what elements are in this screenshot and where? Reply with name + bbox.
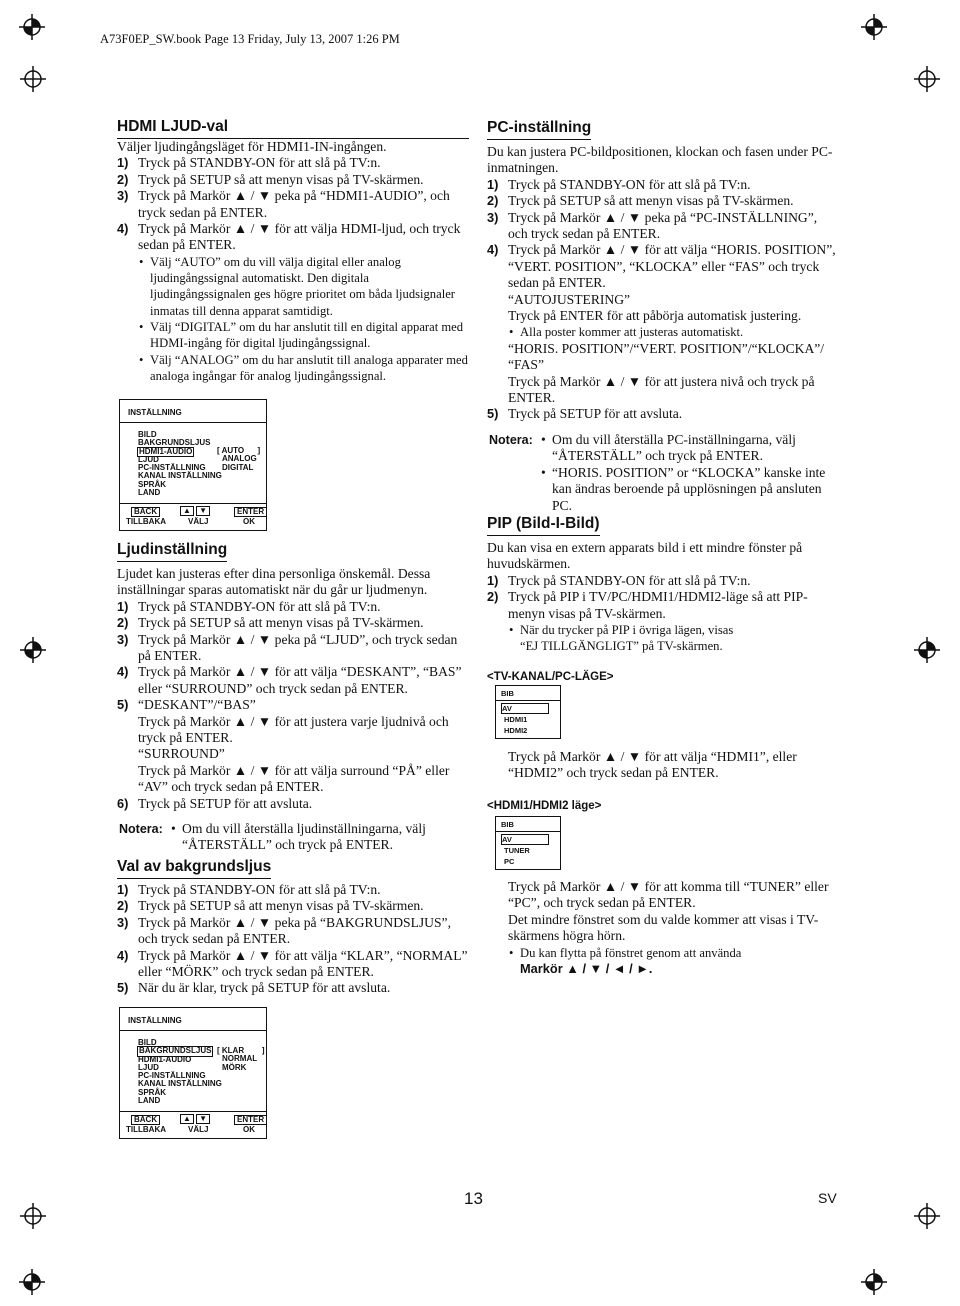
step-text: ENTER. xyxy=(508,389,556,405)
osd-option-selected: AV xyxy=(502,704,548,713)
registration-mark-icon xyxy=(19,1269,45,1295)
sound-note xyxy=(170,821,470,854)
step-text: Tryck på Markör ▲ / ▼ för att justera varje ljudnivå och xyxy=(138,713,449,729)
step-text: Tryck på Markör ▲ / ▼ för att välja “HORIS. POSITION”, xyxy=(508,242,836,258)
osd-menu-item: BILD xyxy=(138,430,157,439)
step-text: Tryck på STANDBY-ON för att slå på TV:n. xyxy=(508,572,751,588)
enter-key: ENTER xyxy=(234,507,267,517)
note-text: • Om du vill återställa PC-inställningarna, välj xyxy=(540,432,840,448)
step-text: “DESKANT”/“BAS” xyxy=(138,697,256,713)
bullet-text: ljudingångssignal automatiskt. Den digitala xyxy=(150,271,369,286)
note-text: PC. xyxy=(552,497,573,513)
osd-option: HDMI2 xyxy=(504,726,528,735)
step-text: Tryck på Markör ▲ / ▼ för att välja “DESKANT”, “BAS” xyxy=(138,664,462,680)
up-arrow-icon: ▲ xyxy=(180,506,194,516)
step-text: Tryck på Markör ▲ / ▼ peka på “BAKGRUNDSLJUS”, xyxy=(138,914,451,930)
step-text: Tryck på SETUP så att menyn visas på TV-skärmen. xyxy=(138,171,424,187)
osd-title: INSTÄLLNING xyxy=(128,408,182,417)
page-number: 13 xyxy=(464,1189,483,1208)
step-text: Tryck på Markör ▲ / ▼ peka på “LJUD”, och tryck sedan xyxy=(138,631,458,647)
step-text: “PC”, och tryck sedan på ENTER. xyxy=(508,895,696,911)
bullet-text: • Alla poster kommer att justeras automatiskt. xyxy=(508,324,743,340)
note-label: Notera: xyxy=(119,822,163,836)
step-text: Tryck på STANDBY-ON för att slå på TV:n. xyxy=(138,882,381,897)
intro-text: Ljudet kan justeras efter dina personliga önskemål. Dessa xyxy=(117,566,431,581)
intro-text: inmatningen. xyxy=(487,160,559,176)
pc-section xyxy=(487,119,591,140)
bullet-text: • Välj “DIGITAL” om du har anslutit till en digital apparat med xyxy=(138,319,477,335)
osd-title: INSTÄLLNING xyxy=(128,1016,182,1025)
osd-setup-menu xyxy=(119,399,267,531)
bullet-text: “EJ TILLGÄNGLIGT” på TV-skärmen. xyxy=(520,639,723,654)
step-text: Tryck på Markör ▲ / ▼ för att välja “KLAR”, “NORMAL” xyxy=(138,947,468,963)
registration-mark-icon xyxy=(914,1203,940,1229)
osd-menu-item: PC-INSTÄLLNING xyxy=(138,1071,206,1081)
osd-options xyxy=(217,447,260,472)
step-text: sedan på ENTER. xyxy=(508,275,606,291)
step-text: skärmens högra hörn. xyxy=(508,928,626,944)
registration-mark-icon xyxy=(914,637,940,663)
step-text: “FAS” xyxy=(508,357,544,373)
osd-option-selected: AUTO xyxy=(221,446,245,455)
intro-text: huvudskärmen. xyxy=(487,556,571,572)
osd-option: TUNER xyxy=(504,846,530,855)
note-label: Notera: xyxy=(489,433,533,447)
bullet-text: analoga ingångar för analog ljudingångssignal. xyxy=(150,368,387,383)
osd-menu-item: PC-INSTÄLLNING xyxy=(138,463,206,473)
registration-mark-icon xyxy=(20,1203,46,1229)
note-text: • Om du vill återställa ljudinställningarna, välj xyxy=(170,821,470,837)
intro-text: inställningar sparas automatiskt när du går ur ljudmenyn. xyxy=(117,582,428,598)
backlight-body: 1) Tryck på STANDBY-ON för att slå på TV:n. 2) Tryck på SETUP så att menyn visas på TV-skärmen. 3) Tryck på Markör ▲ / ▼ peka på “BAKGRUNDSLJUS”, och tryck sedan på ENTER. 4) Tryck på Markör ▲ / ▼ för att välja “KLAR”, “NORMAL” eller “MÖRK” och tryck sedan på ENTER. 5) När du är klar, tryck på SETUP för att avsluta. xyxy=(117,882,477,997)
osd-option-selected: AV xyxy=(502,835,548,844)
sound-body: Ljudet kan justeras efter dina personliga önskemål. Dessa inställningar sparas automatiskt när du går ur ljudmenyn. 1) Tryck på STANDBY-ON för att slå på TV:n. 2) Tryck på SETUP så att menyn visas på TV-skärmen. 3) Tryck på Markör ▲ / ▼ peka på “LJUD”, och tryck sedan på ENTER. 4) Tryck på Markör ▲ / ▼ för att välja “DESKANT”, “BAS” eller “SURROUND” och tryck sedan på ENTER. 5) “DESKANT”/“BAS” Tryck på Markör ▲ / ▼ för att justera varje ljudnivå och tryck på ENTER. “SURROUND” Tryck på Markör ▲ / ▼ för att välja surround “PÅ” eller “AV” och tryck sedan på ENTER. 6) Tryck på SETUP för att avsluta. xyxy=(117,566,477,812)
osd-option-selected: KLAR xyxy=(221,1046,245,1055)
osd-title: BIB xyxy=(501,820,514,829)
step-text: “SURROUND” xyxy=(138,746,225,762)
language-code: SV xyxy=(818,1190,837,1206)
bullet-text: • Du kan flytta på fönstret genom att använda xyxy=(508,945,848,961)
subheading: <TV-KANAL/PC-LÄGE> xyxy=(487,671,614,683)
osd-menu-item: BILD xyxy=(138,1038,157,1047)
step-text: Tryck på Markör ▲ / ▼ peka på “HDMI1-AUDIO”, och xyxy=(138,188,450,204)
enter-key: ENTER xyxy=(234,1115,267,1125)
step-text: “AUTOJUSTERING” xyxy=(508,291,631,307)
pc-body: Du kan justera PC-bildpositionen, klockan och fasen under PC- inmatningen. 1) Tryck på STANDBY-ON för att slå på TV:n. 2) Tryck på SETUP så att menyn visas på TV-skärmen. 3) Tryck på Markör ▲ / ▼ peka på “PC-INSTÄLLNING”, och tryck sedan på ENTER. 4) Tryck på Markör ▲ / ▼ för att välja “HORIS. POSITION”, “VERT. POSITION”, “KLOCKA” eller “FAS” och tryck sedan på ENTER. “AUTOJUSTERING” Tryck på ENTER för att påbörja automatisk justering. • Alla poster kommer att justeras automatiskt. “HORIS. POSITION”/“VERT. POSITION”/“KLOCKA”/ “FAS” Tryck på Markör ▲ / ▼ för att justera nivå och tryck på ENTER. 5) Tryck på SETUP för att avsluta. xyxy=(487,144,847,423)
intro-text: Du kan justera PC-bildpositionen, klockan och fasen under PC- xyxy=(487,144,833,159)
bracket-right: ] xyxy=(244,446,261,455)
step-text: Tryck på STANDBY-ON för att slå på TV:n. xyxy=(138,598,381,614)
note-text: “ÅTERSTÄLL” och tryck på ENTER. xyxy=(552,448,764,464)
osd-pip-menu xyxy=(495,685,561,739)
subheading: <HDMI1/HDMI2 läge> xyxy=(487,800,602,812)
backlight-section xyxy=(117,858,271,879)
step-text: När du är klar, tryck på SETUP för att avsluta. xyxy=(138,980,391,996)
bullet-text: ljudingångssignalen ges högre prioritet om båda ljudsignaler xyxy=(150,287,455,302)
registration-mark-icon xyxy=(19,14,45,40)
down-arrow-icon: ▼ xyxy=(196,1114,210,1124)
step-text: och tryck sedan på ENTER. xyxy=(508,226,661,242)
osd-menu-item: SPRÅK xyxy=(138,479,167,489)
select-label: VÄLJ xyxy=(188,517,209,526)
osd-menu-item: SPRÅK xyxy=(138,1087,167,1097)
registration-mark-icon xyxy=(20,637,46,663)
print-header: A73F0EP_SW.book Page 13 Friday, July 13, 2007 1:26 PM xyxy=(100,32,400,46)
step-text: Det mindre fönstret som du valde kommer att visas i TV- xyxy=(508,911,819,927)
registration-mark-icon xyxy=(20,66,46,92)
pip-section xyxy=(487,515,600,536)
step-text: Tryck på ENTER för att påbörja automatisk justering. xyxy=(508,308,802,324)
osd-option: DIGITAL xyxy=(222,462,254,472)
step-text: tryck på ENTER. xyxy=(138,730,233,746)
hdmi-audio-body xyxy=(117,139,477,384)
section-title: PC-inställning xyxy=(487,119,591,140)
bullet-text: • När du trycker på PIP i övriga lägen, visas xyxy=(508,622,733,638)
step-number: 1) xyxy=(117,155,129,171)
osd-options xyxy=(217,1047,265,1072)
step-text: Tryck på SETUP så att menyn visas på TV-skärmen. xyxy=(138,898,424,914)
hdmi-audio-section xyxy=(117,118,469,139)
section-title: HDMI LJUD-val xyxy=(117,118,469,139)
step-text: på ENTER. xyxy=(138,648,202,664)
back-key: BACK xyxy=(131,1115,160,1125)
down-arrow-icon: ▼ xyxy=(196,506,210,516)
osd-menu-item: BAKGRUNDSLJUS xyxy=(138,438,211,448)
osd-menu-item: HDMI1-AUDIO xyxy=(138,1054,192,1064)
section-title: Ljudinställning xyxy=(117,541,227,562)
step-text: Tryck på PIP i TV/PC/HDMI1/HDMI2-läge så att PIP- xyxy=(508,589,808,605)
osd-option: ANALOG xyxy=(222,454,257,464)
osd-option: NORMAL xyxy=(222,1054,258,1064)
registration-mark-icon xyxy=(914,66,940,92)
osd-option: HDMI1 xyxy=(504,715,528,724)
bullet-text: Markör ▲ / ▼ / ◄ / ►. xyxy=(520,960,653,976)
bracket-right: ] xyxy=(244,1046,265,1055)
registration-mark-icon xyxy=(861,14,887,40)
step-number: 3) xyxy=(117,188,129,204)
back-label: TILLBAKA xyxy=(126,517,166,526)
note-text: kan ändras beroende på upplösningen på ansluten xyxy=(552,481,822,497)
step-text: Tryck på STANDBY-ON för att slå på TV:n. xyxy=(508,176,751,192)
intro-text: Väljer ljudingångsläget för HDMI1-IN-ingången. xyxy=(117,139,387,154)
step-text: tryck sedan på ENTER. xyxy=(138,204,268,220)
osd-menu-list xyxy=(138,1039,222,1105)
ok-label: OK xyxy=(243,517,255,526)
osd-menu-item: KANAL INSTÄLLNING xyxy=(138,1079,222,1089)
step-text: eller “SURROUND” och tryck sedan på ENTER. xyxy=(138,680,408,696)
intro-text: Du kan visa en extern apparats bild i ett mindre fönster på xyxy=(487,540,803,555)
step-text: och tryck sedan på ENTER. xyxy=(138,931,291,947)
osd-menu-item: LAND xyxy=(138,1096,161,1106)
step-text: Tryck på SETUP för att avsluta. xyxy=(138,795,313,811)
ok-label: OK xyxy=(243,1125,255,1134)
osd-title: BIB xyxy=(501,689,514,698)
step-text: Tryck på Markör ▲ / ▼ för att välja surround “PÅ” eller xyxy=(138,762,450,778)
bracket-left: [ xyxy=(217,446,222,455)
registration-mark-icon xyxy=(861,1269,887,1295)
osd-pip-menu-2 xyxy=(495,816,561,870)
step-text: menyn visas på TV-skärmen. xyxy=(508,605,666,621)
step-text: Tryck på STANDBY-ON för att slå på TV:n. xyxy=(138,155,381,171)
osd-menu-item-selected: BAKGRUNDSLJUS xyxy=(139,1046,212,1056)
step-text: “HORIS. POSITION”/“VERT. POSITION”/“KLOCKA”/ xyxy=(508,340,825,356)
sound-section xyxy=(117,541,227,562)
step-text: Tryck på Markör ▲ / ▼ för att välja “HDMI1”, eller xyxy=(508,749,797,764)
osd-menu-item: LJUD xyxy=(138,454,159,464)
step-text: Tryck på SETUP så att menyn visas på TV-skärmen. xyxy=(138,615,424,631)
back-label: TILLBAKA xyxy=(126,1125,166,1134)
step-text: Tryck på Markör ▲ / ▼ peka på “PC-INSTÄLLNING”, xyxy=(508,209,818,225)
note-text: “ÅTERSTÄLL” och tryck på ENTER. xyxy=(182,837,394,853)
osd-menu-item: LAND xyxy=(138,488,161,498)
note-text: • “HORIS. POSITION” or “KLOCKA” kanske inte xyxy=(540,465,840,481)
osd-menu-list xyxy=(138,431,222,497)
step-text: Tryck på Markör ▲ / ▼ för att justera nivå och tryck på xyxy=(508,373,815,389)
pip-text-1 xyxy=(508,749,848,782)
bullet-text: HDMI-ingång för digital ljudingångssignal. xyxy=(150,336,371,351)
step-text: “VERT. POSITION”, “KLOCKA” eller “FAS” och tryck xyxy=(508,258,820,274)
pc-note xyxy=(540,432,840,514)
step-text: “AV” och tryck sedan på ENTER. xyxy=(138,779,324,795)
step-number: 2) xyxy=(117,171,129,187)
step-text: sedan på ENTER. xyxy=(138,237,236,253)
section-title: Val av bakgrundsljus xyxy=(117,858,271,879)
step-text: Tryck på Markör ▲ / ▼ för att komma till “TUNER” eller xyxy=(508,879,829,894)
osd-menu-item: KANAL INSTÄLLNING xyxy=(138,471,222,481)
back-key: BACK xyxy=(131,507,160,517)
step-number: 4) xyxy=(117,221,129,237)
osd-option: MÖRK xyxy=(222,1062,247,1072)
bullet-text: inmatas till denna apparat samtidigt. xyxy=(150,303,333,318)
osd-backlight-menu xyxy=(119,1007,267,1139)
bracket-left: [ xyxy=(217,1046,222,1055)
select-label: VÄLJ xyxy=(188,1125,209,1134)
pip-body: Du kan visa en extern apparats bild i ett mindre fönster på huvudskärmen. 1) Tryck på STANDBY-ON för att slå på TV:n. 2) Tryck på PIP i TV/PC/HDMI1/HDMI2-läge så att PIP- menyn visas på TV-skärmen. • När du trycker på PIP i övriga lägen, visas “EJ TILLGÄNGLIGT” på TV-skärmen. xyxy=(487,540,847,655)
pip-text-2 xyxy=(508,879,848,977)
osd-menu-item: LJUD xyxy=(138,1062,159,1072)
up-arrow-icon: ▲ xyxy=(180,1114,194,1124)
section-title: PIP (Bild-I-Bild) xyxy=(487,515,600,536)
step-text: Tryck på SETUP så att menyn visas på TV-skärmen. xyxy=(508,193,794,209)
osd-option: PC xyxy=(504,857,515,866)
step-text: Tryck på SETUP för att avsluta. xyxy=(508,406,683,422)
step-text: “HDMI2” och tryck sedan på ENTER. xyxy=(508,765,719,781)
bullet-text: • Välj “AUTO” om du vill välja digital eller analog xyxy=(138,254,477,270)
step-text: eller “MÖRK” och tryck sedan på ENTER. xyxy=(138,964,374,980)
bullet-text: • Välj “ANALOG” om du har anslutit till analoga apparater med xyxy=(138,352,477,368)
osd-menu-item-selected: HDMI1-AUDIO xyxy=(139,446,193,456)
step-text: Tryck på Markör ▲ / ▼ för att välja HDMI-ljud, och tryck xyxy=(138,221,461,237)
